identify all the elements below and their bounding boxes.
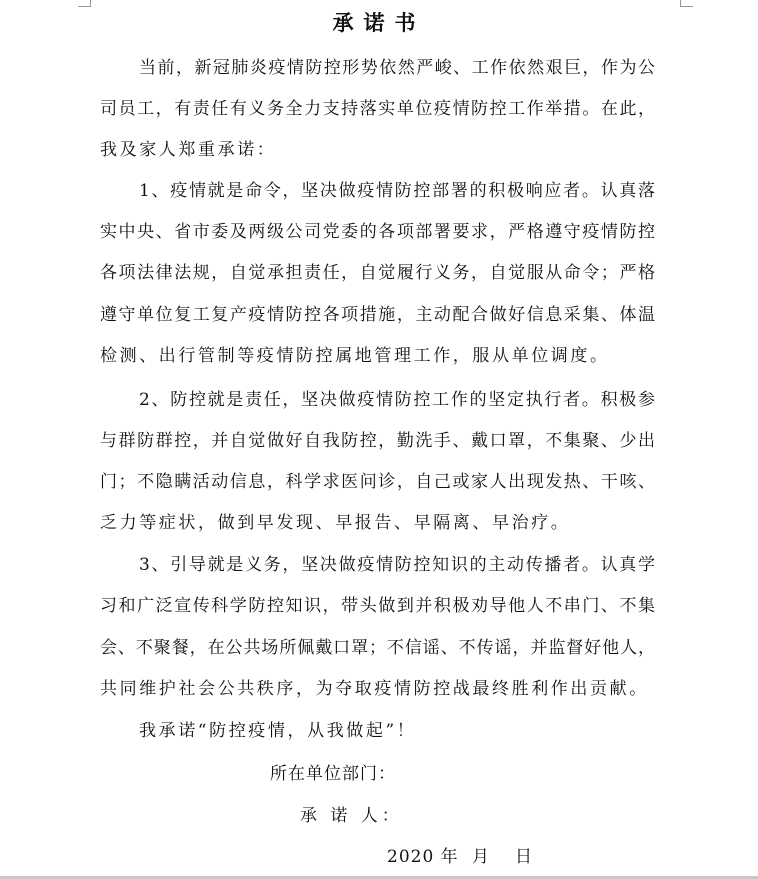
- paragraph-line: 共同维护社会公共秩序，为夺取疫情防控战最终胜利作出贡献。: [100, 679, 649, 699]
- paragraph-line: 与群防群控，并自觉做好自我防控，勤洗手、戴口罩，不集聚、少出: [100, 431, 655, 451]
- paragraph-line: 我及家人郑重承诺：: [100, 140, 277, 160]
- paragraph-line: 司员工，有责任有义务全力支持落实单位疫情防控工作举措。在此，: [100, 99, 655, 119]
- page-corner-mark: [680, 0, 693, 7]
- paragraph-line: 各项法律法规，自觉承担责任，自觉履行义务，自觉服从命令；严格: [100, 263, 655, 283]
- date-month: 月: [472, 847, 490, 867]
- date-year: 2020 年: [387, 847, 459, 867]
- paragraph-line: 习和广泛宣传科学防控知识，带头做到并积极劝导他人不串门、不集: [100, 596, 655, 616]
- paragraph-line: 乏力等症状，做到早发现、早报告、早隔离、早治疗。: [100, 513, 571, 533]
- paragraph-line: 2、防控就是责任，坚决做疫情防控工作的坚定执行者。积极参: [139, 390, 655, 410]
- page-corner-mark: [78, 0, 91, 7]
- paragraph-line: 门；不隐瞒活动信息，科学求医问诊，自己或家人出现发热、干咳、: [100, 472, 655, 492]
- date-day: 日: [515, 847, 533, 867]
- paragraph-line: 1、疫情就是命令，坚决做疫情防控部署的积极响应者。认真落: [139, 181, 655, 201]
- paragraph-line: 当前，新冠肺炎疫情防控形势依然严峻、工作依然艰巨，作为公: [139, 58, 655, 78]
- paragraph-line: 会、不聚餐，在公共场所佩戴口罩；不信谣、不传谣，并监督好他人，: [100, 638, 655, 658]
- document-title: 承诺书: [332, 10, 426, 35]
- paragraph-line: 我承诺“防控疫情，从我做起”！: [139, 721, 417, 741]
- promisor-label: 承 诺 人：: [300, 806, 403, 826]
- paragraph-line: 遵守单位复工复产疫情防控各项措施，主动配合做好信息采集、体温: [100, 305, 655, 325]
- paragraph-line: 实中央、省市委及两级公司党委的各项部署要求，严格遵守疫情防控: [100, 222, 655, 242]
- paragraph-line: 检测、出行管制等疫情防控属地管理工作，服从单位调度。: [100, 346, 610, 366]
- paragraph-line: 3、引导就是义务，坚决做疫情防控知识的主动传播者。认真学: [139, 555, 655, 575]
- department-label: 所在单位部门：: [270, 764, 396, 784]
